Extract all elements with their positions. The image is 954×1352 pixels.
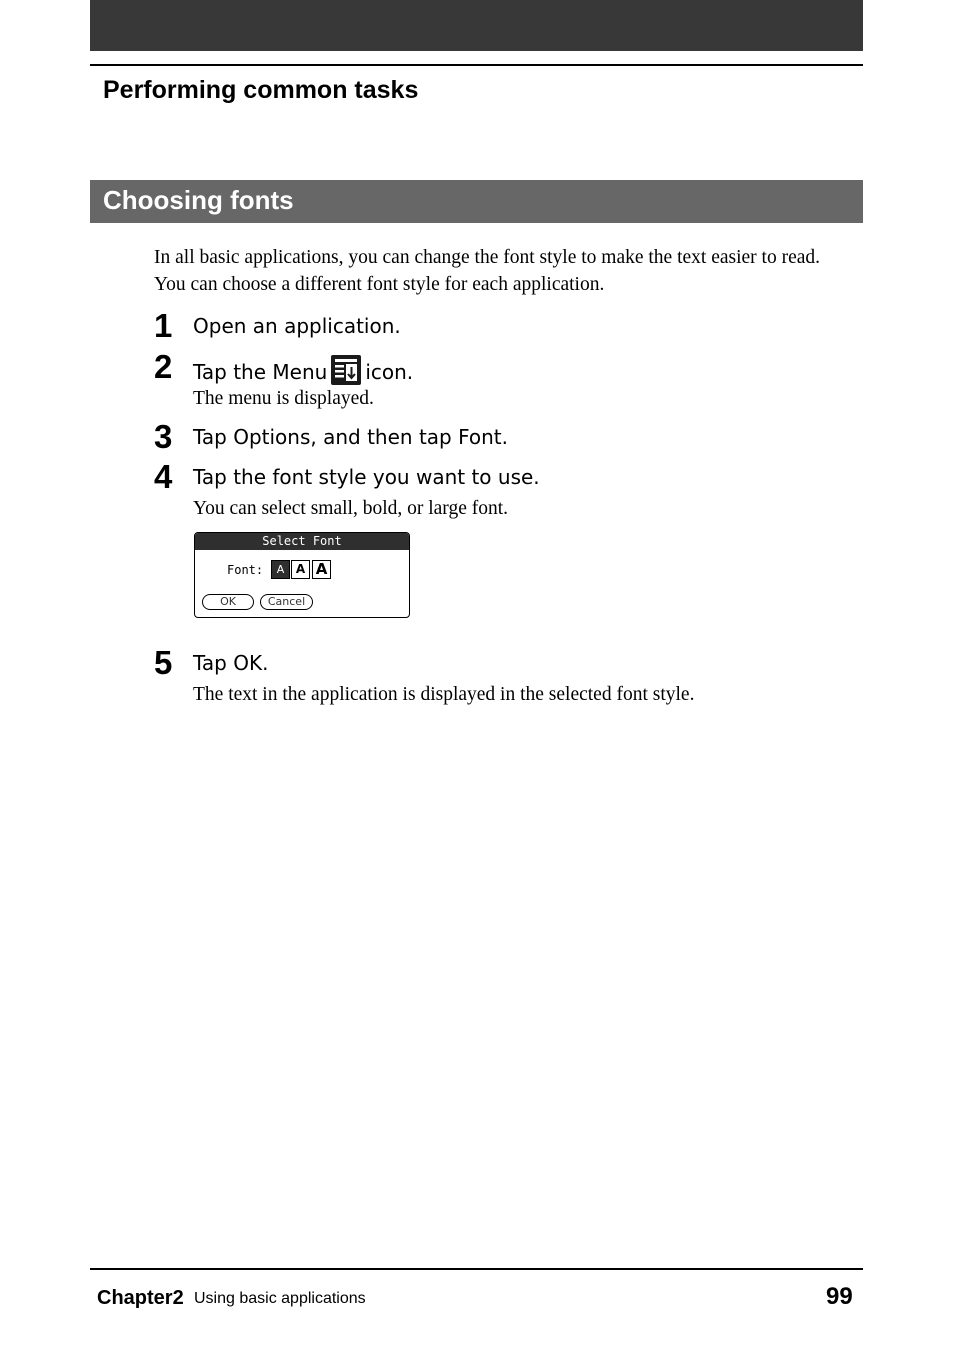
font-option-bold[interactable]: A [291, 560, 310, 579]
step-note: The menu is displayed. [193, 388, 374, 409]
step-note: You can select small, bold, or large font. [193, 498, 509, 519]
step-note: The text in the application is displayed in the selected font style. [193, 684, 695, 705]
footer-chapter: Chapter2 [97, 1287, 184, 1309]
font-label: Font: [227, 563, 264, 577]
top-bar [90, 0, 863, 51]
footer-chapter-title: Using basic applications [194, 1290, 366, 1307]
step-text [193, 355, 413, 390]
page-number: 99 [826, 1283, 853, 1310]
step-text: Tap OK. [193, 651, 269, 675]
step-number: 1 [154, 307, 173, 344]
font-option-small[interactable]: A [271, 560, 290, 579]
section-title: Performing common tasks [103, 76, 419, 104]
step-text: Open an application. [193, 314, 401, 338]
footer-rule [90, 1268, 863, 1270]
step-text: Tap Options, and then tap Font. [193, 425, 508, 449]
page-heading: Choosing fonts [103, 185, 294, 215]
step-text-before: Tap the Menu [193, 360, 328, 384]
font-option-large[interactable]: A [312, 560, 331, 579]
ok-button[interactable]: OK [202, 594, 254, 610]
cancel-button[interactable]: Cancel [260, 594, 313, 610]
header-rule [90, 64, 863, 66]
step-text-after: icon. [365, 360, 414, 384]
dialog-title: Select Font [195, 533, 409, 550]
intro-paragraph: In all basic applications, you can change the font style to make the text easier to read. You can choose a different font style for each application. [154, 247, 821, 295]
select-font-dialog [194, 532, 410, 618]
menu-icon [331, 355, 361, 390]
heading-band [90, 180, 863, 223]
step-number: 3 [154, 418, 173, 455]
step-number: 2 [154, 348, 173, 385]
step-text: Tap the font style you want to use. [193, 465, 540, 489]
step-number: 4 [154, 458, 173, 495]
step-number: 5 [154, 644, 173, 681]
